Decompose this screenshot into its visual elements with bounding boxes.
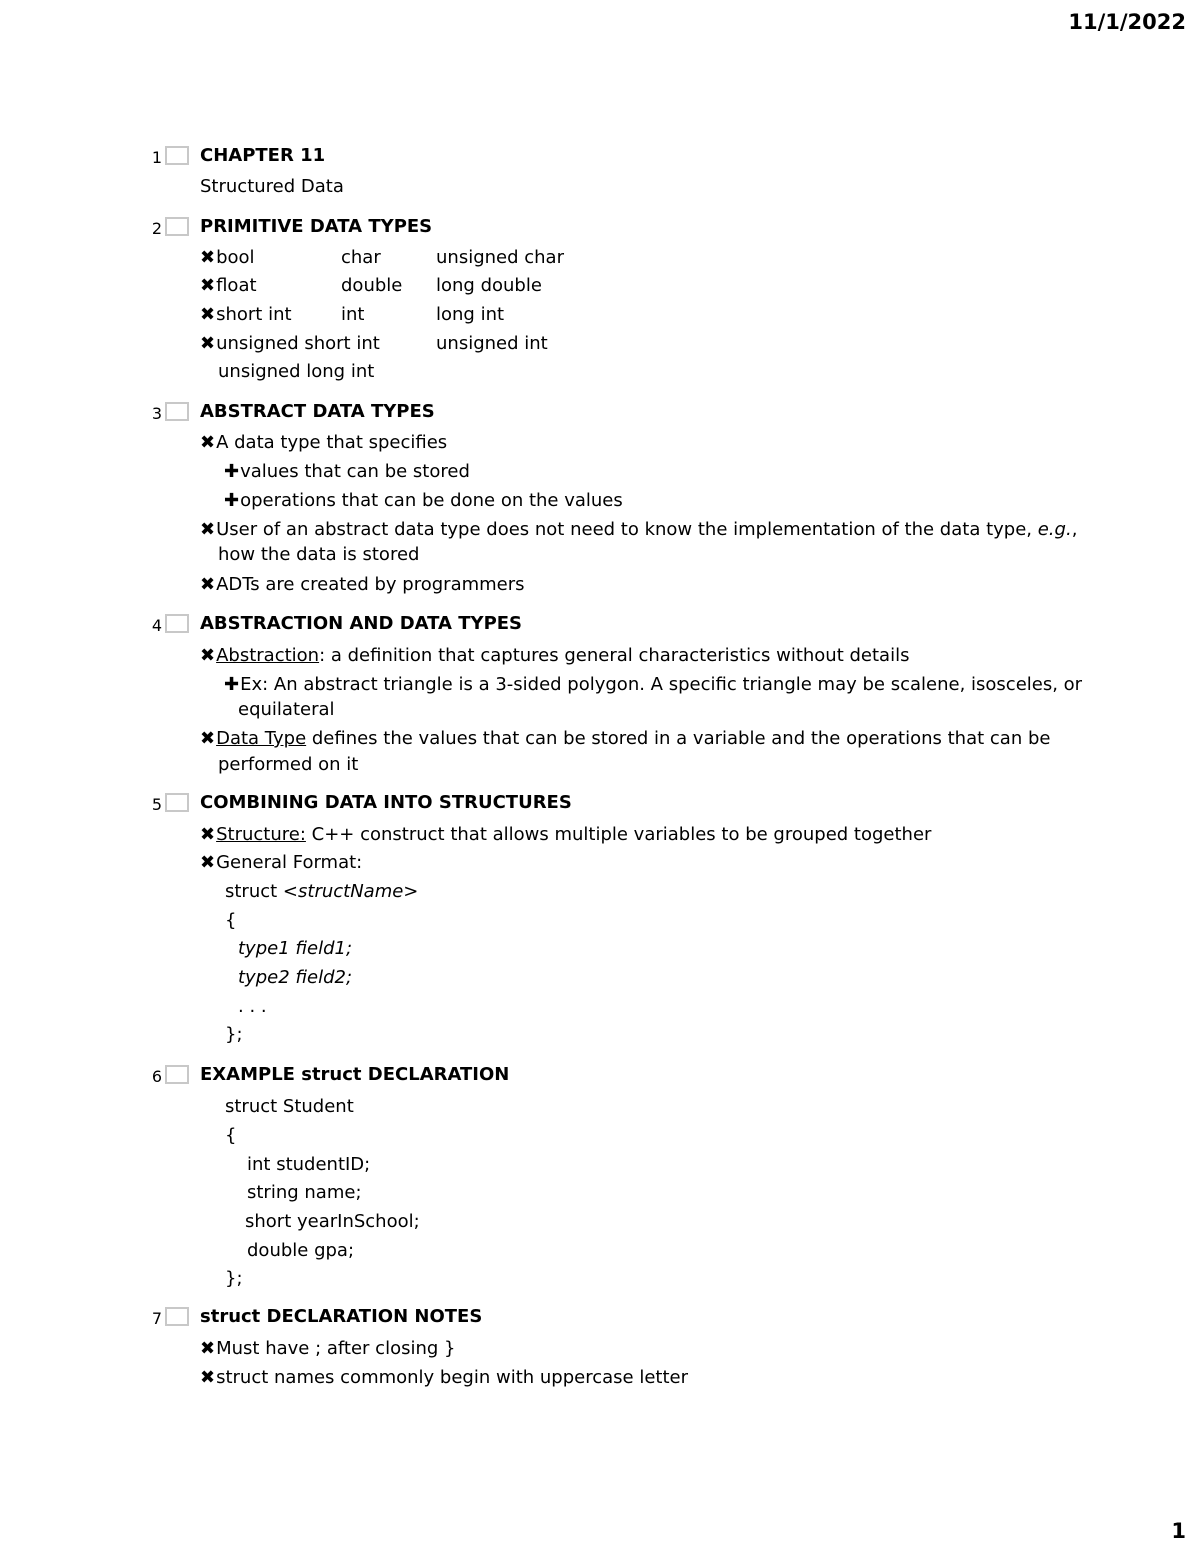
- slide-thumbnail-box: [165, 402, 189, 421]
- code-keyword: struct: [225, 881, 283, 902]
- x-bullet-icon: ✖: [200, 519, 216, 540]
- bullet-item: [200, 574, 525, 595]
- bullet-continuation: equilateral: [238, 699, 335, 720]
- code-line: type1 field1;: [238, 938, 353, 959]
- bullet-item: [200, 645, 909, 666]
- slide-title: struct DECLARATION NOTES: [200, 1306, 483, 1327]
- slide-title: EXAMPLE struct DECLARATION: [200, 1064, 510, 1085]
- bullet-text-italic: e.g.: [1037, 519, 1072, 540]
- sub-bullet-item: [224, 674, 1082, 695]
- term: Data Type: [216, 728, 307, 749]
- type-name: short int: [216, 304, 292, 325]
- plus-bullet-icon: ✚: [224, 674, 240, 695]
- x-bullet-icon: ✖: [200, 1367, 216, 1388]
- bullet-continuation: how the data is stored: [218, 544, 420, 565]
- header-date: 11/1/2022: [1068, 10, 1186, 34]
- bullet-item: [200, 728, 1050, 749]
- bullet-item: [200, 1367, 688, 1388]
- plus-bullet-icon: ✚: [224, 461, 240, 482]
- x-bullet-icon: ✖: [200, 645, 216, 666]
- page-number: 1: [1171, 1519, 1186, 1543]
- x-bullet-icon: ✖: [200, 852, 216, 873]
- type-name: bool: [216, 247, 255, 268]
- x-bullet-icon: ✖: [200, 304, 216, 325]
- slide-number: 4: [151, 616, 162, 635]
- bullet-text: struct names commonly begin with uppercase letter: [216, 1367, 689, 1388]
- slide-number: 5: [151, 795, 162, 814]
- bullet-row: [200, 304, 505, 325]
- x-bullet-icon: ✖: [200, 728, 216, 749]
- x-bullet-icon: ✖: [200, 824, 216, 845]
- bullet-item: [200, 432, 447, 453]
- term: Abstraction: [216, 645, 320, 666]
- bullet-item: [200, 519, 1077, 540]
- code-line: short yearInSchool;: [245, 1211, 420, 1232]
- slide-thumbnail-box: [165, 1307, 189, 1326]
- bullet-text: ,: [1071, 519, 1078, 540]
- type-name: unsigned short int: [216, 333, 380, 354]
- code-line: type2 field2;: [238, 967, 353, 988]
- type-name: unsigned int: [436, 333, 548, 354]
- sub-bullet-item: [224, 461, 470, 482]
- bullet-row: [200, 333, 548, 354]
- bullet-row: [200, 275, 542, 296]
- type-name: char: [341, 247, 381, 268]
- sub-bullet-item: [224, 490, 623, 511]
- bullet-item: [200, 824, 931, 845]
- bullet-text: Must have ; after closing }: [216, 1338, 456, 1359]
- code-line: struct Student: [225, 1096, 354, 1117]
- x-bullet-icon: ✖: [200, 1338, 216, 1359]
- slide-thumbnail-box: [165, 614, 189, 633]
- slide-thumbnail-box: [165, 217, 189, 236]
- type-name: int: [341, 304, 365, 325]
- type-name: long double: [436, 275, 542, 296]
- x-bullet-icon: ✖: [200, 574, 216, 595]
- slide-title: CHAPTER 11: [200, 145, 326, 166]
- bullet-text: Ex: An abstract triangle is a 3-sided polygon. A specific triangle may be scalene, isosceles, or: [240, 674, 1083, 695]
- code-placeholder: <structName>: [282, 881, 419, 902]
- slide-thumbnail-box: [165, 1065, 189, 1084]
- bullet-text: General Format:: [216, 852, 363, 873]
- slide-text: Structured Data: [200, 176, 344, 197]
- x-bullet-icon: ✖: [200, 333, 216, 354]
- code-line: [225, 881, 418, 902]
- slide-thumbnail-box: [165, 793, 189, 812]
- x-bullet-icon: ✖: [200, 247, 216, 268]
- bullet-item: [200, 1338, 455, 1359]
- bullet-text: operations that can be done on the values: [240, 490, 623, 511]
- bullet-text: : a definition that captures general characteristics without details: [319, 645, 910, 666]
- code-line: double gpa;: [247, 1240, 355, 1261]
- bullet-text: C++ construct that allows multiple variables to be grouped together: [305, 824, 932, 845]
- code-line: string name;: [247, 1182, 362, 1203]
- bullet-text: User of an abstract data type does not need to know the implementation of the data type,: [216, 519, 1032, 540]
- slide-number: 2: [151, 219, 162, 238]
- code-line: };: [225, 1024, 243, 1045]
- bullet-text: A data type that specifies: [216, 432, 448, 453]
- x-bullet-icon: ✖: [200, 275, 216, 296]
- slide-number: 7: [151, 1309, 162, 1328]
- type-name: float: [216, 275, 257, 296]
- bullet-continuation: performed on it: [218, 754, 359, 775]
- bullet-row: [200, 247, 564, 268]
- slide-number: 3: [151, 404, 162, 423]
- bullet-text: defines the values that can be stored in a variable and the operations that can be: [306, 728, 1051, 749]
- slide-number: 1: [151, 148, 162, 167]
- code-line: {: [225, 910, 237, 931]
- code-line: int studentID;: [247, 1154, 371, 1175]
- x-bullet-icon: ✖: [200, 432, 216, 453]
- type-name: unsigned char: [436, 247, 564, 268]
- type-name: long int: [436, 304, 505, 325]
- slide-title: COMBINING DATA INTO STRUCTURES: [200, 792, 572, 813]
- term: Structure:: [216, 824, 306, 845]
- plus-bullet-icon: ✚: [224, 490, 240, 511]
- code-line: {: [225, 1125, 237, 1146]
- code-line: . . .: [238, 996, 267, 1017]
- bullet-text: ADTs are created by programmers: [216, 574, 525, 595]
- bullet-text: values that can be stored: [240, 461, 470, 482]
- type-name: double: [341, 275, 403, 296]
- code-line: };: [225, 1268, 243, 1289]
- slide-title: PRIMITIVE DATA TYPES: [200, 216, 433, 237]
- bullet-item: [200, 852, 362, 873]
- slide-title: ABSTRACT DATA TYPES: [200, 401, 435, 422]
- slide-number: 6: [151, 1067, 162, 1086]
- slide-thumbnail-box: [165, 146, 189, 165]
- slide-title: ABSTRACTION AND DATA TYPES: [200, 613, 523, 634]
- type-name: unsigned long int: [218, 361, 375, 382]
